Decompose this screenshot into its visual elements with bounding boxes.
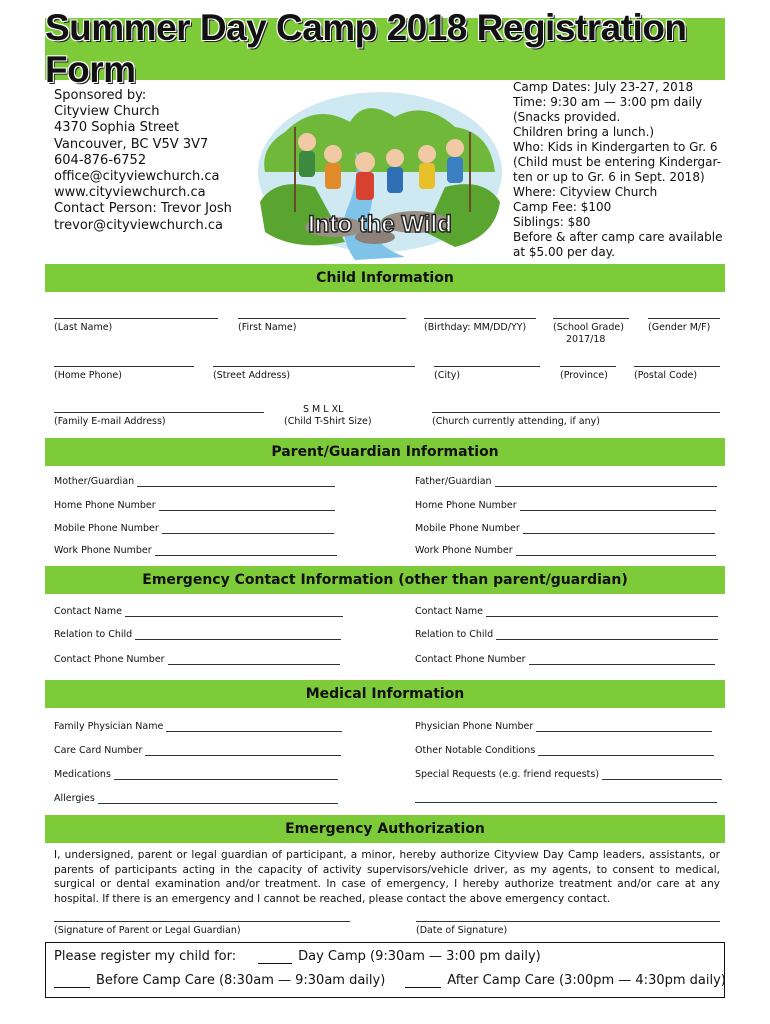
- parent-mobile-row: [54, 523, 334, 534]
- physician-label: Family Physician Name: [54, 721, 164, 732]
- school-year-label: 2017/18: [566, 334, 606, 345]
- sponsor-line: 4370 Sophia Street: [54, 120, 180, 136]
- relation-field-right[interactable]: [496, 629, 718, 640]
- section-authorization-header: Emergency Authorization: [45, 815, 725, 843]
- tshirt-size-label: (Child T-Shirt Size): [284, 416, 372, 427]
- signature-date-label: (Date of Signature): [416, 925, 508, 936]
- emergency-contact-row-right: [415, 606, 718, 617]
- parent-work-row: [54, 545, 337, 556]
- physician-field[interactable]: [166, 721, 342, 732]
- camp-line: Who: Kids in Kindergarten to Gr. 6: [513, 140, 718, 154]
- care-card-label: Care Card Number: [54, 745, 143, 756]
- physician-phone-field[interactable]: [536, 721, 712, 732]
- signature-label: (Signature of Parent or Legal Guardian): [54, 925, 241, 936]
- sponsor-info: [54, 88, 232, 234]
- mobile-field-left[interactable]: [162, 523, 334, 534]
- before-care-checkbox[interactable]: [54, 975, 90, 988]
- physician-row: [54, 721, 342, 732]
- special-requests-field[interactable]: [602, 769, 722, 780]
- conditions-field[interactable]: [538, 745, 714, 756]
- special-requests-row: [415, 769, 722, 780]
- sponsor-line: Contact Person: Trevor Josh: [54, 201, 232, 217]
- sponsor-line: Sponsored by:: [54, 88, 147, 103]
- register-prompt: Please register my child for:: [54, 949, 237, 964]
- care-options-row: [54, 973, 726, 988]
- birthday-field[interactable]: [424, 318, 536, 319]
- home-phone-label-left: Home Phone Number: [54, 500, 156, 511]
- form-title: Summer Day Camp 2018 Registration Form: [45, 7, 687, 90]
- authorization-text: I, undersigned, parent or legal guardian of participant, a minor, hereby authorize Cityview Day Camp leaders, assistants, or parents of participants acting in the capacity of activity supervisors/vehicle driver, as my agents, to consent to medical, surgical or dental examination and/or treatment. In case of emergency, I hereby authorize treatment and/or care at any hospital. If there is an emergency and I cannot be reached, please contact the above emergency contact.: [54, 849, 720, 905]
- art-caption: Into the Wild: [308, 211, 452, 238]
- relation-label-right: Relation to Child: [415, 629, 494, 640]
- email-label: (Family E-mail Address): [54, 416, 166, 427]
- city-field[interactable]: [434, 366, 540, 367]
- email-field[interactable]: [54, 412, 264, 413]
- school-grade-label: (School Grade): [553, 322, 624, 333]
- church-field[interactable]: [432, 412, 720, 413]
- sponsor-line: office@cityviewchurch.ca: [54, 169, 220, 185]
- last-name-label: (Last Name): [54, 322, 113, 333]
- school-grade-field[interactable]: [553, 318, 629, 319]
- province-field[interactable]: [560, 366, 616, 367]
- section-child-header: Child Information: [45, 264, 725, 292]
- mobile-field-right[interactable]: [523, 523, 715, 534]
- contact-name-field-left[interactable]: [125, 606, 343, 617]
- street-address-label: (Street Address): [213, 370, 291, 381]
- work-field-right[interactable]: [516, 545, 716, 556]
- parent-mobile-row-right: [415, 523, 715, 534]
- work-field-left[interactable]: [155, 545, 337, 556]
- medications-row: [54, 769, 338, 780]
- parent-work-row-right: [415, 545, 716, 556]
- tshirt-size-options[interactable]: S M L XL: [303, 404, 344, 415]
- emergency-phone-row: [54, 654, 340, 665]
- camp-line: Before & after camp care available: [513, 230, 723, 244]
- extra-medical-field[interactable]: [415, 802, 717, 803]
- camp-line: ten or up to Gr. 6 in Sept. 2018): [513, 170, 705, 184]
- allergies-row: [54, 793, 338, 804]
- camp-line: Camp Dates: July 23-27, 2018: [513, 80, 694, 94]
- emergency-contact-row: [54, 606, 343, 617]
- register-prompt-row: [54, 949, 541, 964]
- last-name-field[interactable]: [54, 318, 218, 319]
- mother-field[interactable]: [137, 476, 335, 487]
- contact-name-label-left: Contact Name: [54, 606, 123, 617]
- contact-name-label-right: Contact Name: [415, 606, 484, 617]
- parent-home-phone-row-right: [415, 500, 716, 511]
- camp-line: at $5.00 per day.: [513, 245, 615, 259]
- work-label-right: Work Phone Number: [415, 545, 513, 556]
- relation-field-left[interactable]: [135, 629, 341, 640]
- special-requests-label: Special Requests (e.g. friend requests): [415, 769, 600, 780]
- home-phone-label-right: Home Phone Number: [415, 500, 517, 511]
- emergency-phone-row-right: [415, 654, 715, 665]
- conditions-label: Other Notable Conditions: [415, 745, 536, 756]
- physician-phone-label: Physician Phone Number: [415, 721, 534, 732]
- province-label: (Province): [560, 370, 608, 381]
- postal-code-label: (Postal Code): [634, 370, 698, 381]
- gender-label: (Gender M/F): [648, 322, 711, 333]
- birthday-label: (Birthday: MM/DD/YY): [424, 322, 527, 333]
- church-label: (Church currently attending, if any): [432, 416, 600, 427]
- after-care-checkbox[interactable]: [405, 975, 441, 988]
- section-emergency-header: Emergency Contact Information (other than parent/guardian): [45, 566, 725, 594]
- camp-line: Where: Cityview Church: [513, 185, 658, 199]
- camp-artwork: [255, 92, 505, 262]
- contact-phone-label-left: Contact Phone Number: [54, 654, 165, 665]
- camp-line: Camp Fee: $100: [513, 200, 612, 214]
- medications-label: Medications: [54, 769, 111, 780]
- care-card-field[interactable]: [145, 745, 341, 756]
- allergies-label: Allergies: [54, 793, 95, 804]
- before-care-label: Before Camp Care (8:30am — 9:30am daily): [96, 973, 386, 988]
- signature-field[interactable]: [54, 921, 350, 922]
- sponsor-line: Vancouver, BC V5V 3V7: [54, 136, 209, 152]
- sponsor-line: www.cityviewchurch.ca: [54, 185, 206, 201]
- emergency-relation-row: [54, 629, 341, 640]
- camp-line: Time: 9:30 am — 3:00 pm daily: [513, 95, 703, 109]
- day-camp-label: Day Camp (9:30am — 3:00 pm daily): [298, 949, 541, 964]
- sponsor-line: trevor@cityviewchurch.ca: [54, 217, 223, 233]
- work-label-left: Work Phone Number: [54, 545, 152, 556]
- home-phone-field-right[interactable]: [520, 500, 716, 511]
- parent-home-phone-row: [54, 500, 335, 511]
- father-label: Father/Guardian: [415, 476, 492, 487]
- mother-label: Mother/Guardian: [54, 476, 135, 487]
- camp-line: Children bring a lunch.): [513, 125, 655, 139]
- camp-details: [513, 80, 733, 260]
- father-field[interactable]: [495, 476, 717, 487]
- conditions-row: [415, 745, 714, 756]
- camp-line: Siblings: $80: [513, 215, 591, 229]
- father-guardian-row: [415, 476, 717, 487]
- after-care-label: After Camp Care (3:00pm — 4:30pm daily): [447, 973, 726, 988]
- mobile-label-right: Mobile Phone Number: [415, 523, 520, 534]
- city-label: (City): [434, 370, 461, 381]
- signature-date-field[interactable]: [416, 921, 720, 922]
- day-camp-checkbox[interactable]: [258, 951, 292, 964]
- contact-phone-field-right[interactable]: [529, 654, 715, 665]
- camp-line: (Snacks provided.: [513, 110, 621, 124]
- relation-label-left: Relation to Child: [54, 629, 133, 640]
- gender-field[interactable]: [648, 318, 720, 319]
- contact-phone-label-right: Contact Phone Number: [415, 654, 526, 665]
- allergies-field[interactable]: [98, 793, 338, 804]
- first-name-label: (First Name): [238, 322, 297, 333]
- mobile-label-left: Mobile Phone Number: [54, 523, 159, 534]
- home-phone-field[interactable]: [54, 366, 194, 367]
- section-parent-header: Parent/Guardian Information: [45, 438, 725, 466]
- care-card-row: [54, 745, 341, 756]
- street-address-field[interactable]: [213, 366, 415, 367]
- postal-code-field[interactable]: [634, 366, 720, 367]
- first-name-field[interactable]: [238, 318, 406, 319]
- mother-guardian-row: [54, 476, 335, 487]
- home-phone-field-left[interactable]: [159, 500, 335, 511]
- sponsor-line: 604-876-6752: [54, 152, 147, 168]
- contact-name-field-right[interactable]: [486, 606, 718, 617]
- home-phone-label: (Home Phone): [54, 370, 122, 381]
- medications-field[interactable]: [114, 769, 338, 780]
- emergency-relation-row-right: [415, 629, 718, 640]
- camp-line: (Child must be entering Kindergar-: [513, 155, 722, 169]
- contact-phone-field-left[interactable]: [168, 654, 340, 665]
- sponsor-line: Cityview Church: [54, 104, 160, 120]
- physician-phone-row: [415, 721, 712, 732]
- section-medical-header: Medical Information: [45, 680, 725, 708]
